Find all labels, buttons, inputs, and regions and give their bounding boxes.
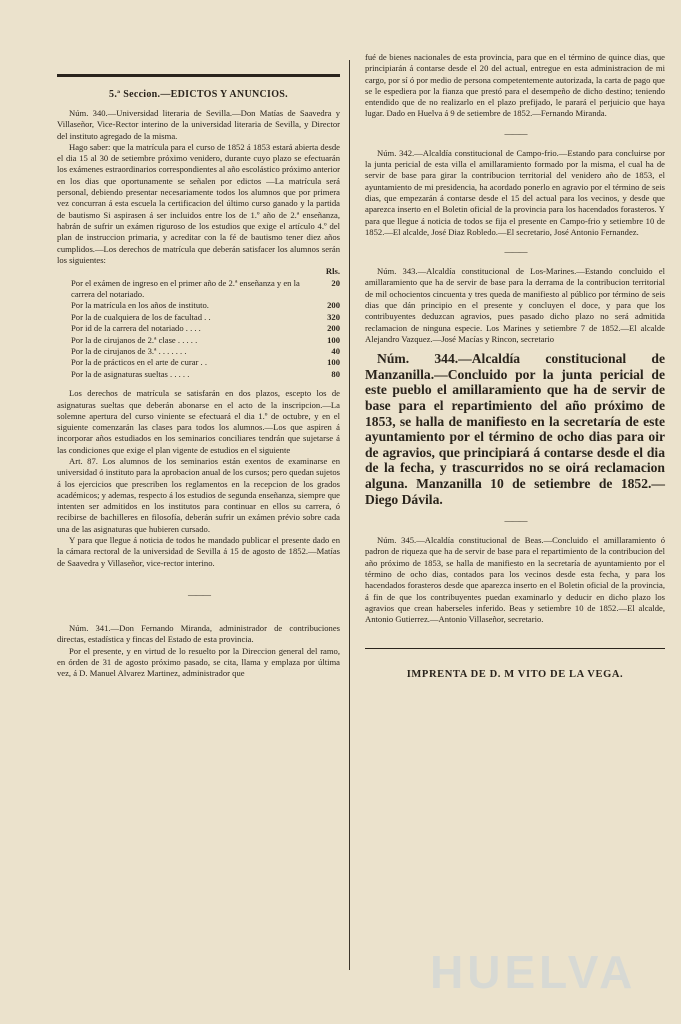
notice-340-para4: Y para que llegue á noticia de todos he mandado publicar el presente dado en la cámara rectoral de la universidad de Sevilla á 15 de agosto de 1852.—Matías de Saavedra y Villaseñor, vice-rector interino. [57,535,340,568]
fee-row [57,369,340,380]
fee-amount: 20 [331,277,340,288]
fee-concept: Por id de la carrera del notariado . . . . [71,323,201,334]
fee-row [57,278,340,301]
separator: ——— [504,128,526,139]
fee-amount: 200 [327,300,340,311]
footer-rule [365,648,665,649]
notice-345: Núm. 345.—Alcaldía constitucional de Beas.—Concluido el amillaramiento ó padron de riqueza que ha de servir de base para el repartimiento de la contribucion del año próximo de 1853, se halla de manifiesto en la secretaría de ayuntamiento por el término de ocho dias, contados para los vecinos desde esta fecha, y para los hacendados forasteros desde que aparezca inserto en el Boletin oficial de la provincia, á fin de que los contribuyentes puedan examinarlo y deducir en dicho plazo los agravios que crean haberseles inferido. Beas y setiembre 10 de 1852.—El alcalde, Antonio Gutierrez.—Antonio Villaseñor, secretario. [365,535,665,625]
separator: ——— [504,516,526,527]
fee-row [57,323,340,334]
notice-340-para3: Art. 87. Los alumnos de los seminarios están exentos de examinarse en universidad ó instituto para la aprobacion anual de los cursos; pero quedan sujetos á los ejercicios que prescriben los reglamentos en la recepcion de los grados académicos; y ademas, respecto á los estudios de segunda enseñanza, siempre que intenten ser admitidos en los institutos para continuar en ellos su carrera, ó recibirse de bachilleres en filosofía, deberán sufrir un exámen prévio sobre cada una de las asignaturas que hubieren cursado. [57,456,340,534]
notice-341-body: Por el presente, y en virtud de lo resuelto por la Direccion general del ramo, en órden de 31 de agosto próximo pasado, se cita, llama y emplaza por última vez, á D. Manuel Alvarez Martinez, administrador que [57,645,340,679]
fee-amount: 100 [327,357,340,368]
fee-concept: Por la de asignaturas sueltas . . . . . [71,368,190,379]
separator: ——— [188,589,209,600]
notice-343: Núm. 343.—Alcaldía constitucional de Los-Marines.—Estando concluido el amillaramiento que ha de servir de base para la derrama de la contribucion territorial de mil ochocientos cincuenta y tres queda de manifiesto al público por término de seis dias que dán principio en el presente y concluyen el doce, y para que los contribuyentes deduzcan agravios, pues pasado dicho plazo no será admitida reclamacion de ninguna especie. Los Marines y setiembre 7 de 1852.—El alcalde Alejandro Vazquez.—José Macías y Rincon, secretario [365,266,665,344]
fee-row [57,312,340,323]
separator: ——— [504,247,526,258]
notice-340-para2: Los derechos de matrícula se satisfarán en dos plazos, escepto los de asignaturas sueltas que deberán abonarse en el acto de la inscripcion.—La solemne apertura del curso viniente se efectuará el dia 1.º de octubre, y en el siguiente comenzarán las clases para todos los alumnos.—Los que aspiren á incorporar años estudiados en los seminarios conciliares tendrán que sujetarse á las condiciones que exige el plan vigente de estudios en el siguiente [57,388,340,455]
section-heading: 5.ª Seccion.—EDICTOS Y ANUNCIOS. [109,89,288,100]
fees-table [57,278,340,381]
fee-row [57,335,340,346]
notice-340-body: Hago saber: que la matrícula para el curso de 1852 á 1853 estará abierta desde el dia 15 al 30 de setiembre próximo venidero, durante cuyo plazo se efectuarán los exámenes estraordinarios correspondientes al año escolástico próximo anterior en los dias que oportunamente se señalen por edictos —La matrícula será personal, debiendo presentar necesariamente todos los alumnos que por primera vez concurran á esta escuela la certificacion del último curso ganado y la partida de bautismo Si aspirasen á ser incluidos entre los de 1.º año de 2.ª enseñanza, habrán de sufrir un exámen riguroso de los estudios que exige el artículo 4.º del plan de instruccion primaria, y acreditar con la fé de bautismo tener diez años cumplidos.—Los derechos de matrícula que deberán satisfacer los alumnos serán los siguientes: [57,141,340,265]
notice-341-intro: Núm. 341.—Don Fernando Miranda, administrador de contribuciones directas, estadística y fincas del Estado de esta provincia. [57,622,340,645]
fee-amount: 100 [327,334,340,345]
notice-340-intro: Núm. 340.—Universidad literaria de Sevilla.—Don Matías de Saavedra y Villaseñor, Vice-Rector interino de la universidad literaria de Sevilla, y Director del instituto agregado de la misma. [57,108,340,141]
fee-concept: Por la de cirujanos de 3.ª . . . . . . . [71,346,187,356]
fee-concept: Por la de cualquiera de los de facultad . . [71,311,211,322]
fee-amount: 200 [327,323,340,334]
fee-amount: 40 [331,346,340,356]
notice-344: Núm. 344.—Alcaldía constitucional de Manzanilla.—Concluido por la junta pericial de este pueblo el amillaramiento que ha de servir de base para el repartimiento del año próximo de 1853, se halla de manifiesto en la secretaría de este ayuntamiento por el término de ocho dias para oir de agravios, que principiará á contarse desde el dia de la fecha, y trascurridos no se oirá reclamacion alguna. Manzanilla 10 de setiembre de 1852.—Diego Dávila. [365,351,665,507]
watermark-logo: HUELVA [430,946,637,998]
fee-row [57,300,340,311]
notice-342: Núm. 342.—Alcaldía constitucional de Campo-frio.—Estando para concluirse por la junta pericial de esta villa el amillaramiento formado por la misma, el cual ha de servir de base para girar la contribucion territorial del venidero año de 1853, el ayuntamiento de mi presidencia, ha acordado ponerlo en agravio por el término de seis dias, que empezarán á contarse desde el 15 del actual para los vecinos, y desde que aparezca inserto en el Boletin oficial de la provincia para los hacendados forasteros. Y para que llegue á noticia de todos se fija el presente en Campo-frio y setiembre 10 de 1852.—El alcalde, José Diaz Robledo.—El secretario, José Antonio Fernandez. [365,147,665,237]
notice-341-continuation: fué de bienes nacionales de esta provincia, para que en el término de quince dias, que principiarán á contarse desde el 20 del actual, entregue en esta administracion de mi cargo, por sí ó por medio de persona competentemente autorizada, la carta de pago que se le espediera por la fianza que prestó para el desempeño de dicho destino; teniendo entendido que de no realizarlo en el plazo prefijado, le parará el perjuicio que haya lugar. Dado en Huelva á 9 de setiembre de 1852.—Fernando Miranda. [365,52,665,119]
fees-unit-row [57,266,340,277]
left-column [57,52,340,679]
fee-amount: 80 [331,368,340,379]
fee-concept: Por el exámen de ingreso en el primer año de 2.ª enseñanza y en la carrera del notariado. [71,277,300,299]
fee-row [57,357,340,368]
column-divider [349,60,350,970]
fee-amount: 320 [327,311,340,322]
top-rule [57,74,340,77]
fee-concept: Por la de prácticos en el arte de curar . . [71,357,208,368]
imprint: IMPRENTA DE D. M VITO DE LA VEGA. [406,668,624,680]
fee-concept: Por la matrícula en los años de instituto. [71,300,209,311]
fee-row [57,346,340,357]
fee-concept: Por la de cirujanos de 2.ª clase . . . . . [71,334,198,345]
right-column [365,52,665,680]
fees-unit: Rls. [325,266,340,277]
